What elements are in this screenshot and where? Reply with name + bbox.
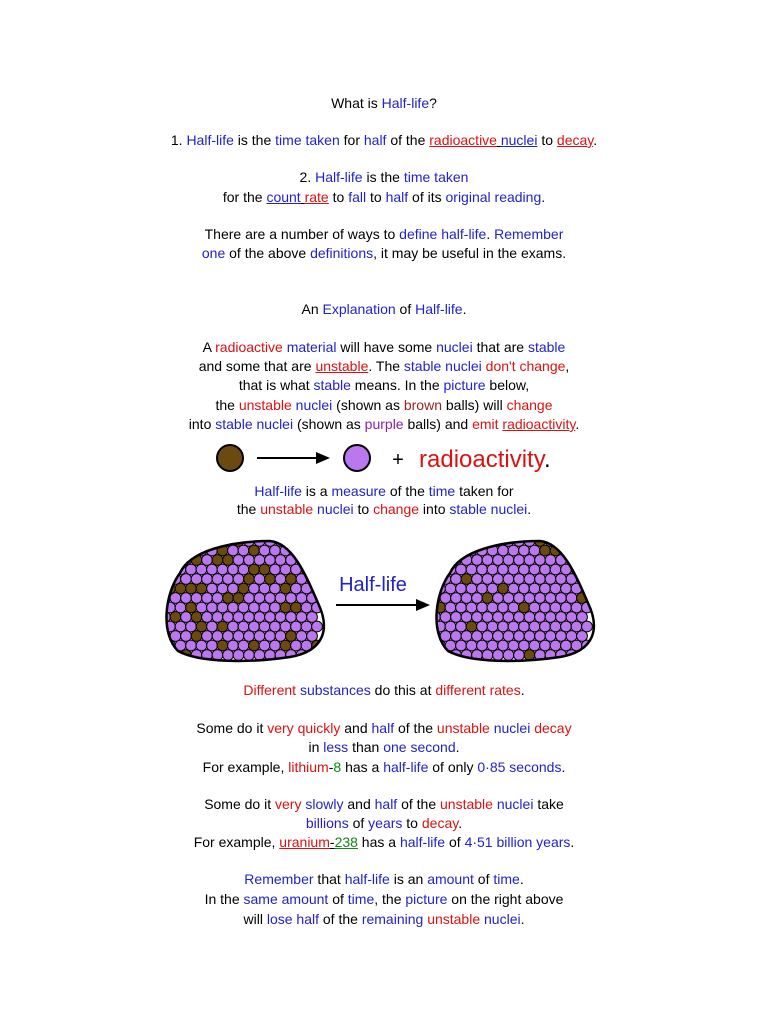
stable-nucleus [577, 536, 588, 547]
stable-nucleus [181, 536, 192, 547]
summary-line-3: will lose half of the remaining unstable nuclei. [243, 911, 525, 927]
unstable-nucleus [165, 564, 176, 575]
equation-arrow-head [316, 452, 330, 464]
stable-nucleus [514, 650, 525, 661]
ways-line-1: There are a number of ways to define half-life. Remember [204, 226, 564, 242]
stable-nucleus [307, 536, 318, 547]
stable-nucleus [170, 536, 181, 547]
stable-nucleus [430, 536, 441, 547]
stable-nucleus [440, 555, 451, 566]
stable-nucleus [445, 545, 456, 556]
para1-line-3: that is what stable means. In the picture below, [238, 377, 530, 393]
stable-nucleus [160, 536, 171, 547]
para1-line-5: into stable nuclei (shown as purple balls) and emit radioactivity. [188, 416, 580, 432]
link-unstable[interactable]: unstable [315, 358, 369, 374]
ways-line-2: one of the above definitions, it may be useful in the exams. [201, 245, 567, 261]
link-rate[interactable]: rate [304, 189, 329, 205]
stable-nucleus [472, 536, 483, 547]
quick-line-3: For example, lithium-8 has a half-life of only 0·85 seconds. [202, 759, 566, 775]
stable-nucleus [160, 650, 171, 661]
unstable-nucleus [296, 536, 307, 547]
para1-line-4: the unstable nuclei (shown as brown balls) will change [215, 397, 553, 413]
stable-nucleus [582, 564, 593, 575]
term-half-life: Half-life [186, 132, 234, 148]
stable-nucleus [233, 650, 244, 661]
para2-line-2: the unstable nuclei to change into stable nuclei. [236, 501, 532, 517]
half-life-diagram [0, 533, 768, 668]
stable-nucleus [301, 545, 312, 556]
stable-nucleus [503, 650, 514, 661]
slow-line-2: billions of years to decay. [305, 815, 463, 831]
para1-line-2: and some that are unstable. The stable nuclei don't change, [198, 358, 570, 374]
decay-equation [0, 440, 768, 476]
stable-nucleus [582, 545, 593, 556]
slow-line-1: Some do it very slowly and half of the unstable nuclei take [204, 796, 564, 812]
stable-nucleus [461, 536, 472, 547]
para1-line-1: A radioactive material will have some nuclei that are stable [202, 339, 566, 355]
sample-before-blob [160, 536, 323, 661]
stable-nucleus [435, 564, 446, 575]
unstable-nucleus [451, 536, 462, 547]
stable-nucleus [286, 536, 297, 547]
stable-nucleus [435, 545, 446, 556]
link-nuclei[interactable]: nuclei [500, 132, 538, 148]
stable-nucleus [223, 650, 234, 661]
diagram-arrow-head [416, 599, 430, 611]
term-half-life: Half-life [381, 95, 430, 111]
link-count[interactable]: count [266, 189, 301, 205]
link-radioactivity[interactable]: radioactivity [502, 416, 576, 432]
link-uranium[interactable]: uranium [279, 834, 330, 850]
stable-nucleus [566, 536, 577, 547]
stable-nucleus [493, 650, 504, 661]
stable-nucleus [577, 555, 588, 566]
stable-nucleus [482, 536, 493, 547]
stable-nucleus [312, 545, 323, 556]
stable-nucleus [165, 545, 176, 556]
stable-nucleus [191, 536, 202, 547]
stable-nucleus [571, 545, 582, 556]
equation-radioactivity: radioactivity. [419, 446, 551, 473]
stable-nucleus [307, 555, 318, 566]
rates-line: Different substances do this at different rates. [243, 682, 525, 698]
definition-1: 1. Half-life is the time taken for half of the radioactive nuclei to decay. [170, 132, 598, 148]
stable-nucleus [430, 574, 441, 585]
unstable-nucleus [175, 545, 186, 556]
stable-nucleus [456, 545, 467, 556]
page-title: What is Half-life? [331, 95, 437, 111]
stable-nucleus [202, 536, 213, 547]
slow-line-3: For example, uranium-238 has a half-life of 4·51 billion years. [193, 834, 575, 850]
summary-line-1: Remember that half-life is an amount of time. [244, 871, 524, 887]
diagram-half-life-label: Half-life [339, 574, 407, 596]
link-radioactive[interactable]: radioactive [429, 132, 497, 148]
quick-line-2: in less than one second. [308, 739, 460, 755]
sample-after-blob [430, 536, 593, 661]
stable-nucleus [160, 555, 171, 566]
unstable-nucleus [212, 536, 223, 547]
explanation-heading: An Explanation of Half-life. [301, 301, 467, 317]
para2-line-1: Half-life is a measure of the time taken for [254, 483, 514, 499]
stable-nucleus [430, 555, 441, 566]
quick-line-1: Some do it very quickly and half of the unstable nuclei decay [196, 720, 572, 736]
unstable-nucleus-ball [217, 445, 243, 471]
stable-nucleus [556, 536, 567, 547]
definition-2-line-1: 2. Half-life is the time taken [299, 169, 469, 185]
summary-line-2: In the same amount of time, the picture on the right above [204, 891, 564, 907]
stable-nucleus [170, 555, 181, 566]
stable-nucleus-ball [344, 445, 370, 471]
link-decay[interactable]: decay [556, 132, 594, 148]
stable-nucleus [430, 650, 441, 661]
equation-plus: + [392, 449, 404, 471]
stable-nucleus [440, 536, 451, 547]
stable-nucleus [160, 574, 171, 585]
stable-nucleus [244, 650, 255, 661]
stable-nucleus [312, 564, 323, 575]
stable-nucleus [186, 545, 197, 556]
definition-2-line-2: for the count rate to fall to half of its original reading. [222, 189, 546, 205]
link-uranium-mass[interactable]: 238 [334, 834, 358, 850]
